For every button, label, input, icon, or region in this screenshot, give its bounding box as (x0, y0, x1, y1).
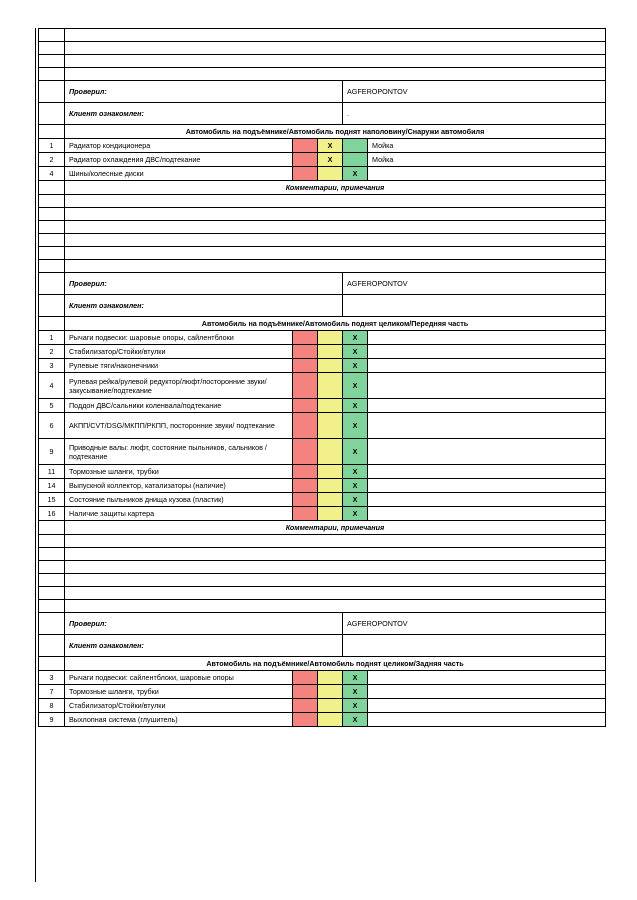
table-row (39, 331, 606, 345)
status-yellow[interactable] (318, 359, 343, 373)
status-green[interactable]: X (343, 345, 368, 359)
comments-blank-row (39, 561, 606, 574)
table-row (39, 671, 606, 685)
status-red[interactable] (293, 699, 318, 713)
row-name: Рулевые тяги/наконечники (65, 359, 293, 373)
checker-label: Проверил: (65, 613, 343, 635)
row-note (368, 439, 606, 465)
table-row (39, 685, 606, 699)
status-yellow[interactable] (318, 413, 343, 439)
spacer-cell (39, 273, 65, 295)
status-red[interactable] (293, 139, 318, 153)
blank-row (39, 29, 606, 42)
comments-line[interactable] (65, 535, 606, 548)
spacer-cell (39, 103, 65, 125)
row-name: Тормозные шланги, трубки (65, 685, 293, 699)
status-green[interactable]: X (343, 413, 368, 439)
row-number: 4 (39, 167, 65, 181)
comments-line[interactable] (65, 260, 606, 273)
row-name: Приводные валы: люфт, состояние пыльников, сальников / подтекание (65, 439, 293, 465)
comments-line[interactable] (65, 587, 606, 600)
row-name: Рулевая рейка/рулевой редуктор/люфт/посторонние звуки/закусывание/подтекание (65, 373, 293, 399)
checker-label: Проверил: (65, 81, 343, 103)
row-number: 5 (39, 399, 65, 413)
section-header-row (39, 317, 606, 331)
status-red[interactable] (293, 479, 318, 493)
comments-blank-row (39, 247, 606, 260)
client-value (343, 635, 606, 657)
row-name: Выпускной коллектор, катализаторы (наличие) (65, 479, 293, 493)
status-yellow[interactable] (318, 373, 343, 399)
row-note (368, 331, 606, 345)
section-header-row (39, 125, 606, 139)
status-green[interactable] (343, 153, 368, 167)
table-row (39, 139, 606, 153)
status-red[interactable] (293, 167, 318, 181)
comments-blank-row (39, 600, 606, 613)
row-number: 14 (39, 479, 65, 493)
blank-cell-body (65, 55, 606, 68)
row-name: Поддон ДВС/сальники коленвала/подтекание (65, 399, 293, 413)
client-label: Клиент ознакомлен: (65, 103, 343, 125)
status-yellow[interactable] (318, 671, 343, 685)
spacer-cell (39, 657, 65, 671)
spacer-cell (39, 221, 65, 234)
section-title: Автомобиль на подъёмнике/Автомобиль поднят целиком/Передняя часть (65, 317, 606, 331)
table-row (39, 345, 606, 359)
status-red[interactable] (293, 713, 318, 727)
status-green[interactable]: X (343, 713, 368, 727)
status-yellow[interactable] (318, 685, 343, 699)
spacer-cell (39, 587, 65, 600)
status-yellow[interactable] (318, 713, 343, 727)
table-row (39, 413, 606, 439)
status-green[interactable]: X (343, 331, 368, 345)
status-green[interactable]: X (343, 465, 368, 479)
client-label: Клиент ознакомлен: (65, 295, 343, 317)
row-number: 7 (39, 685, 65, 699)
blank-row (39, 42, 606, 55)
row-name: Рычаги подвески: сайлентблоки, шаровые опоры (65, 671, 293, 685)
status-red[interactable] (293, 685, 318, 699)
comments-blank-row (39, 548, 606, 561)
comments-line[interactable] (65, 247, 606, 260)
comments-header-row (39, 181, 606, 195)
row-name: Радиатор кондиционера (65, 139, 293, 153)
status-green[interactable]: X (343, 699, 368, 713)
row-number: 16 (39, 507, 65, 521)
row-name: Стабилизатор/Стойки/втулки (65, 699, 293, 713)
checker-row (39, 81, 606, 103)
blank-row (39, 68, 606, 81)
row-name: Выхлопная система (глушитель) (65, 713, 293, 727)
status-green[interactable]: X (343, 507, 368, 521)
status-red[interactable] (293, 439, 318, 465)
checker-value: AGFEROPONTOV (343, 273, 606, 295)
blank-cell-num (39, 42, 65, 55)
status-yellow[interactable]: X (318, 153, 343, 167)
comments-line[interactable] (65, 221, 606, 234)
checker-label: Проверил: (65, 273, 343, 295)
comments-blank-row (39, 221, 606, 234)
status-green[interactable]: X (343, 493, 368, 507)
row-number: 15 (39, 493, 65, 507)
checker-value: AGFEROPONTOV (343, 81, 606, 103)
status-red[interactable] (293, 399, 318, 413)
table-row (39, 713, 606, 727)
comments-blank-row (39, 195, 606, 208)
row-note (368, 373, 606, 399)
row-name: Состояние пыльников днища кузова (пластик) (65, 493, 293, 507)
row-name: Радиатор охлаждения ДВС/подтекание (65, 153, 293, 167)
spacer-cell (39, 247, 65, 260)
row-note (368, 465, 606, 479)
row-note (368, 345, 606, 359)
spacer-cell (39, 535, 65, 548)
status-green[interactable]: X (343, 671, 368, 685)
table-row (39, 153, 606, 167)
status-green[interactable]: X (343, 439, 368, 465)
row-note (368, 479, 606, 493)
status-green[interactable]: X (343, 167, 368, 181)
row-number: 2 (39, 153, 65, 167)
row-note: Мойка (368, 153, 606, 167)
comments-blank-row (39, 535, 606, 548)
status-yellow[interactable] (318, 479, 343, 493)
comments-blank-row (39, 260, 606, 273)
table-row (39, 479, 606, 493)
spacer-cell (39, 295, 65, 317)
status-red[interactable] (293, 493, 318, 507)
checker-row (39, 613, 606, 635)
spacer-cell (39, 561, 65, 574)
row-name: АКПП/CVT/DSG/МКПП/РКПП, посторонние звуки/ подтекание (65, 413, 293, 439)
comments-line[interactable] (65, 234, 606, 247)
row-number: 9 (39, 439, 65, 465)
status-red[interactable] (293, 345, 318, 359)
comments-line[interactable] (65, 600, 606, 613)
status-yellow[interactable] (318, 345, 343, 359)
status-yellow[interactable] (318, 507, 343, 521)
status-red[interactable] (293, 331, 318, 345)
comments-blank-row (39, 234, 606, 247)
status-yellow[interactable] (318, 399, 343, 413)
status-red[interactable] (293, 359, 318, 373)
spacer-cell (39, 260, 65, 273)
status-red[interactable] (293, 413, 318, 439)
row-note (368, 671, 606, 685)
row-note (368, 699, 606, 713)
table-row (39, 493, 606, 507)
spacer-cell (39, 613, 65, 635)
row-number: 2 (39, 345, 65, 359)
spacer-cell (39, 208, 65, 221)
row-number: 4 (39, 373, 65, 399)
row-number: 1 (39, 331, 65, 345)
client-label: Клиент ознакомлен: (65, 635, 343, 657)
row-number: 6 (39, 413, 65, 439)
row-number: 3 (39, 671, 65, 685)
blank-cell-num (39, 55, 65, 68)
comments-blank-row (39, 574, 606, 587)
section-header-row (39, 657, 606, 671)
comments-header-row (39, 521, 606, 535)
table-row (39, 399, 606, 413)
blank-row (39, 55, 606, 68)
spacer-cell (39, 234, 65, 247)
comments-blank-row (39, 208, 606, 221)
spacer-cell (39, 574, 65, 587)
client-row (39, 295, 606, 317)
checker-value: AGFEROPONTOV (343, 613, 606, 635)
spacer-cell (39, 600, 65, 613)
section-title: Автомобиль на подъёмнике/Автомобиль поднят наполовину/Снаружи автомобиля (65, 125, 606, 139)
row-note (368, 507, 606, 521)
table-row (39, 439, 606, 465)
table-row (39, 465, 606, 479)
comments-line[interactable] (65, 548, 606, 561)
row-note (368, 413, 606, 439)
comments-line[interactable] (65, 561, 606, 574)
row-name: Наличие защиты картера (65, 507, 293, 521)
comments-line[interactable] (65, 208, 606, 221)
table-row (39, 359, 606, 373)
spacer-cell (39, 548, 65, 561)
row-number: 8 (39, 699, 65, 713)
table-row (39, 167, 606, 181)
spacer-cell (39, 635, 65, 657)
comments-blank-row (39, 587, 606, 600)
client-row (39, 635, 606, 657)
row-note (368, 399, 606, 413)
row-number: 1 (39, 139, 65, 153)
checker-row (39, 273, 606, 295)
row-name: Шины/колесные диски (65, 167, 293, 181)
status-green[interactable]: X (343, 479, 368, 493)
page-left-rule (35, 28, 36, 882)
table-row (39, 507, 606, 521)
comments-title: Комментарии, примечания (65, 181, 606, 195)
status-yellow[interactable] (318, 699, 343, 713)
status-yellow[interactable]: X (318, 139, 343, 153)
spacer-cell (39, 81, 65, 103)
status-yellow[interactable] (318, 167, 343, 181)
table-row (39, 373, 606, 399)
blank-cell-body (65, 29, 606, 42)
row-note (368, 359, 606, 373)
inspection-table (38, 28, 606, 727)
status-yellow[interactable] (318, 465, 343, 479)
row-number: 9 (39, 713, 65, 727)
client-value: . (343, 103, 606, 125)
section-title: Автомобиль на подъёмнике/Автомобиль поднят целиком/Задняя часть (65, 657, 606, 671)
status-yellow[interactable] (318, 439, 343, 465)
status-red[interactable] (293, 465, 318, 479)
status-red[interactable] (293, 373, 318, 399)
spacer-cell (39, 181, 65, 195)
comments-line[interactable] (65, 195, 606, 208)
status-green[interactable] (343, 139, 368, 153)
row-note (368, 685, 606, 699)
status-yellow[interactable] (318, 331, 343, 345)
spacer-cell (39, 195, 65, 208)
row-name: Рычаги подвески: шаровые опоры, сайлентблоки (65, 331, 293, 345)
status-red[interactable] (293, 671, 318, 685)
client-row (39, 103, 606, 125)
blank-cell-num (39, 29, 65, 42)
spacer-cell (39, 125, 65, 139)
comments-line[interactable] (65, 574, 606, 587)
row-name: Стабилизатор/Стойки/втулки (65, 345, 293, 359)
status-red[interactable] (293, 153, 318, 167)
status-green[interactable]: X (343, 685, 368, 699)
row-note (368, 493, 606, 507)
status-green[interactable]: X (343, 359, 368, 373)
client-value (343, 295, 606, 317)
blank-cell-body (65, 42, 606, 55)
row-number: 3 (39, 359, 65, 373)
status-green[interactable]: X (343, 373, 368, 399)
row-note (368, 167, 606, 181)
comments-title: Комментарии, примечания (65, 521, 606, 535)
row-name: Тормозные шланги, трубки (65, 465, 293, 479)
row-note: Мойка (368, 139, 606, 153)
status-green[interactable]: X (343, 399, 368, 413)
status-yellow[interactable] (318, 493, 343, 507)
row-number: 11 (39, 465, 65, 479)
row-note (368, 713, 606, 727)
blank-cell-num (39, 68, 65, 81)
table-row (39, 699, 606, 713)
blank-cell-body (65, 68, 606, 81)
spacer-cell (39, 521, 65, 535)
status-red[interactable] (293, 507, 318, 521)
spacer-cell (39, 317, 65, 331)
